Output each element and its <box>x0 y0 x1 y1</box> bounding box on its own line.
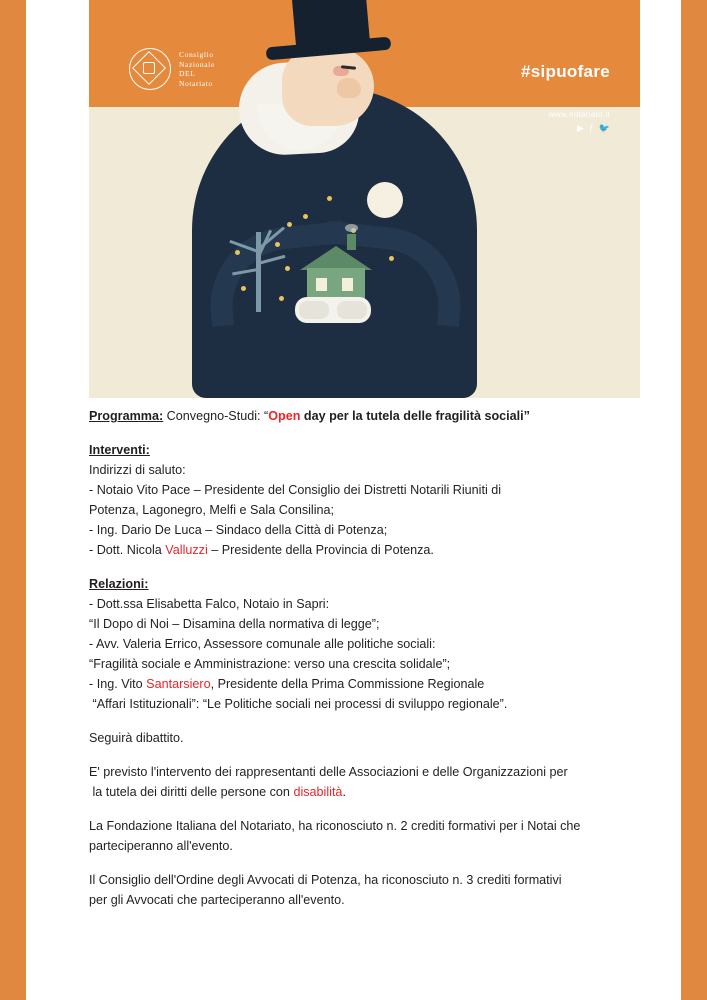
campaign-hashtag: #sipuofare <box>521 62 610 81</box>
relazioni-line: - Dott.ssa Elisabetta Falco, Notaio in Sapri: <box>89 597 330 611</box>
crediti-avvocati-line-2: per gli Avvocati che parteciperanno all'evento. <box>89 893 345 907</box>
interventi-line: - Notaio Vito Pace – Presidente del Consiglio dei Distretti Notarili Riuniti di <box>89 483 502 497</box>
social-links <box>577 124 610 133</box>
tree-light <box>275 242 280 247</box>
relazioni-line: “Il Dopo di Noi – Disamina della normativa di legge”; <box>89 617 380 631</box>
interventi-last-highlight: Valluzzi <box>165 543 208 557</box>
associazioni-line-1: E' previsto l'intervento dei rappresentanti delle Associazioni e delle Organizzazioni per <box>89 765 568 779</box>
associazioni-line2-after: . <box>342 785 346 799</box>
dibattito-block: Seguirà dibattito. <box>89 731 184 745</box>
interventi-heading: Interventi: <box>89 443 150 457</box>
relazioni-block <box>89 574 669 714</box>
interventi-line: Potenza, Lagonegro, Melfi e Sala Consilina; <box>89 503 335 517</box>
house-window <box>316 278 327 291</box>
crediti-avvocati-block <box>89 870 669 910</box>
relazioni-highlight-before: - Ing. Vito <box>89 677 147 691</box>
interventi-block <box>89 440 669 560</box>
logo-line-4: Notariato <box>179 78 213 88</box>
illustration-nose <box>337 78 361 98</box>
relazioni-heading: Relazioni: <box>89 577 149 591</box>
moon-icon <box>367 182 403 218</box>
tree-light <box>389 256 394 261</box>
interventi-last-before: - Dott. Nicola <box>89 543 166 557</box>
relazioni-highlight-name: Santarsiero <box>146 677 211 691</box>
chimney-smoke <box>345 224 358 232</box>
associazioni-line2-before: la tutela dei diritti delle persone con <box>89 785 294 799</box>
associazioni-block <box>89 762 669 802</box>
facebook-icon[interactable]: ƒ <box>588 123 594 133</box>
tree-light <box>287 222 292 227</box>
house-window <box>342 278 353 291</box>
crediti-notai-line-2: parteciperanno all'evento. <box>89 839 233 853</box>
interventi-last-after: – Presidente della Provincia di Potenza. <box>207 543 434 557</box>
tree-light <box>285 266 290 271</box>
notariato-logo-text <box>179 50 215 88</box>
logo-line-1: Consiglio <box>179 50 214 59</box>
relazioni-highlight-after: , Presidente della Prima Commissione Regionale <box>210 677 485 691</box>
programma-block <box>89 406 669 426</box>
associazioni-line-2 <box>89 782 669 802</box>
crediti-avvocati-line-1: Il Consiglio dell'Ordine degli Avvocati di Potenza, ha riconosciuto n. 3 crediti formativi <box>89 873 562 887</box>
document-sheet <box>26 0 681 1000</box>
crediti-notai-block <box>89 816 669 856</box>
programma-highlight: Open <box>268 409 301 423</box>
relazioni-line: - Avv. Valeria Errico, Assessore comunale alle politiche sociali: <box>89 637 436 651</box>
twitter-icon[interactable]: 🐦 <box>598 123 610 133</box>
tree-light <box>303 214 308 219</box>
relazioni-line-highlight <box>89 674 669 694</box>
document-body <box>89 406 669 924</box>
house-roof <box>300 246 372 270</box>
notariato-seal-icon <box>129 48 171 90</box>
website-url: www.notariato.it <box>548 110 610 119</box>
notariato-logo <box>129 48 215 90</box>
illustration-hat-top <box>292 0 371 52</box>
poster-image <box>89 0 640 398</box>
interventi-intro: Indirizzi di saluto: <box>89 463 186 477</box>
tree-light <box>235 250 240 255</box>
logo-line-3: DEL <box>179 69 196 78</box>
programma-label: Programma: <box>89 409 164 423</box>
relazioni-line: “Fragilità sociale e Amministrazione: verso una crescita solidale”; <box>89 657 451 671</box>
crediti-notai-line-1: La Fondazione Italiana del Notariato, ha riconosciuto n. 2 crediti formativi per i Notai che <box>89 819 581 833</box>
interventi-line-highlight <box>89 540 669 560</box>
associazioni-highlight: disabilità <box>293 785 343 799</box>
interventi-line: - Ing. Dario De Luca – Sindaco della Città di Potenza; <box>89 523 388 537</box>
illustration-hands <box>295 297 371 323</box>
tree-light <box>327 196 332 201</box>
logo-line-2: Nazionale <box>179 59 215 69</box>
relazioni-final-line: “Affari Istituzionali”: “Le Politiche sociali nei processi di sviluppo regionale”. <box>89 697 508 711</box>
tree-light <box>241 286 246 291</box>
programma-suffix: day per la tutela delle fragilità sociali” <box>300 409 530 423</box>
youtube-icon[interactable]: ▶ <box>576 123 584 133</box>
programma-prefix: Convegno-Studi: “ <box>163 409 269 423</box>
tree-light <box>279 296 284 301</box>
